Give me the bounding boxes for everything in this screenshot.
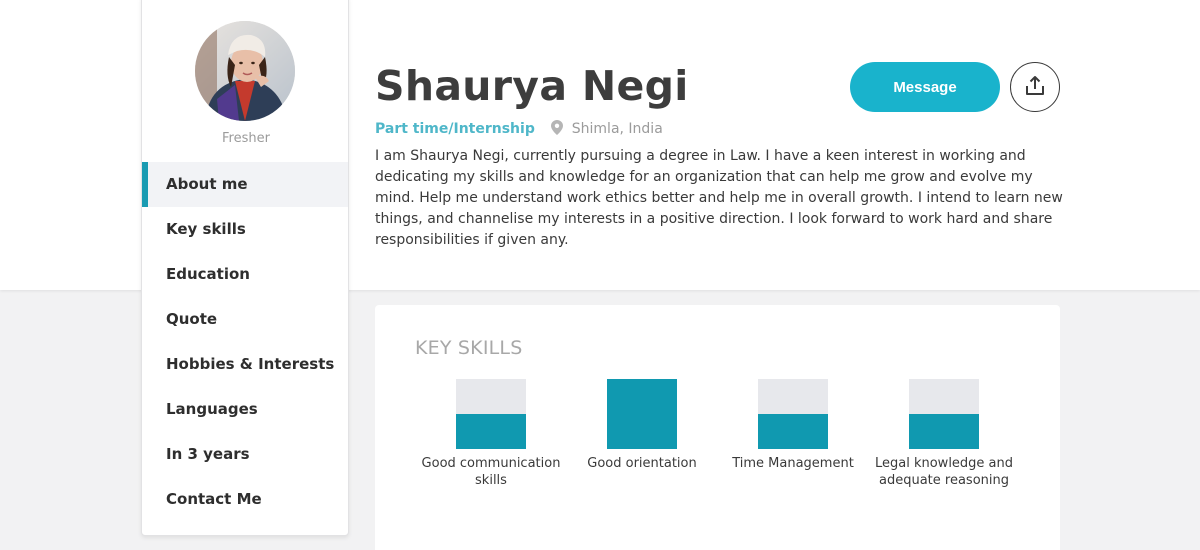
skill-label: Good orientation xyxy=(587,456,697,471)
sidebar-item-languages[interactable]: Languages xyxy=(166,400,258,418)
skill-item xyxy=(421,379,561,489)
sidebar-item-education[interactable]: Education xyxy=(166,265,250,283)
skill-level-box xyxy=(758,379,828,449)
sidebar-item-contact-me[interactable]: Contact Me xyxy=(166,490,262,508)
profile-status: Fresher xyxy=(222,131,270,146)
skill-level-box xyxy=(607,379,677,449)
skill-level-fill xyxy=(758,414,828,449)
skill-level-fill xyxy=(607,379,677,449)
job-type: Part time/Internship xyxy=(375,121,535,137)
sidebar-item-key-skills[interactable]: Key skills xyxy=(166,220,246,238)
skill-label: Good communication skills xyxy=(421,456,561,488)
sidebar-item-in-3-years[interactable]: In 3 years xyxy=(166,445,250,463)
message-button[interactable]: Message xyxy=(850,62,1000,112)
key-skills-title: KEY SKILLS xyxy=(415,337,523,359)
sidebar-nav xyxy=(142,162,348,522)
skill-level-box xyxy=(909,379,979,449)
avatar xyxy=(195,21,295,121)
skill-label: Legal knowledge and adequate reasoning xyxy=(874,456,1014,488)
sidebar-item-about-me[interactable]: About me xyxy=(142,162,348,207)
skill-level-fill xyxy=(909,414,979,449)
sidebar-item-quote[interactable]: Quote xyxy=(166,310,218,328)
skill-item xyxy=(572,379,712,472)
profile-name: Shaurya Negi xyxy=(375,62,689,110)
location: Shimla, India xyxy=(571,121,663,137)
map-pin-icon xyxy=(551,120,563,139)
key-skills-card xyxy=(375,305,1060,550)
skill-level-fill xyxy=(456,414,526,449)
skill-item xyxy=(723,379,863,472)
share-button[interactable] xyxy=(1010,62,1060,112)
about-text: I am Shaurya Negi, currently pursuing a degree in Law. I have a keen interest in working and dedicating my skills and knowledge for an organization that can help me grow and evolve my mind. Help me understand work ethics better and help me in overall growth. I intend to learn new things, and channelise my interests in a positive direction. I look forward to work hard and share responsibilities if given any. xyxy=(375,148,1063,248)
skill-level-box xyxy=(456,379,526,449)
profile-sidebar xyxy=(141,0,349,536)
skill-label: Time Management xyxy=(732,456,854,471)
profile-meta xyxy=(375,120,663,139)
skill-item xyxy=(874,379,1014,489)
sidebar-item-hobbies-interests[interactable]: Hobbies & Interests xyxy=(166,355,335,373)
share-icon xyxy=(1024,75,1046,100)
